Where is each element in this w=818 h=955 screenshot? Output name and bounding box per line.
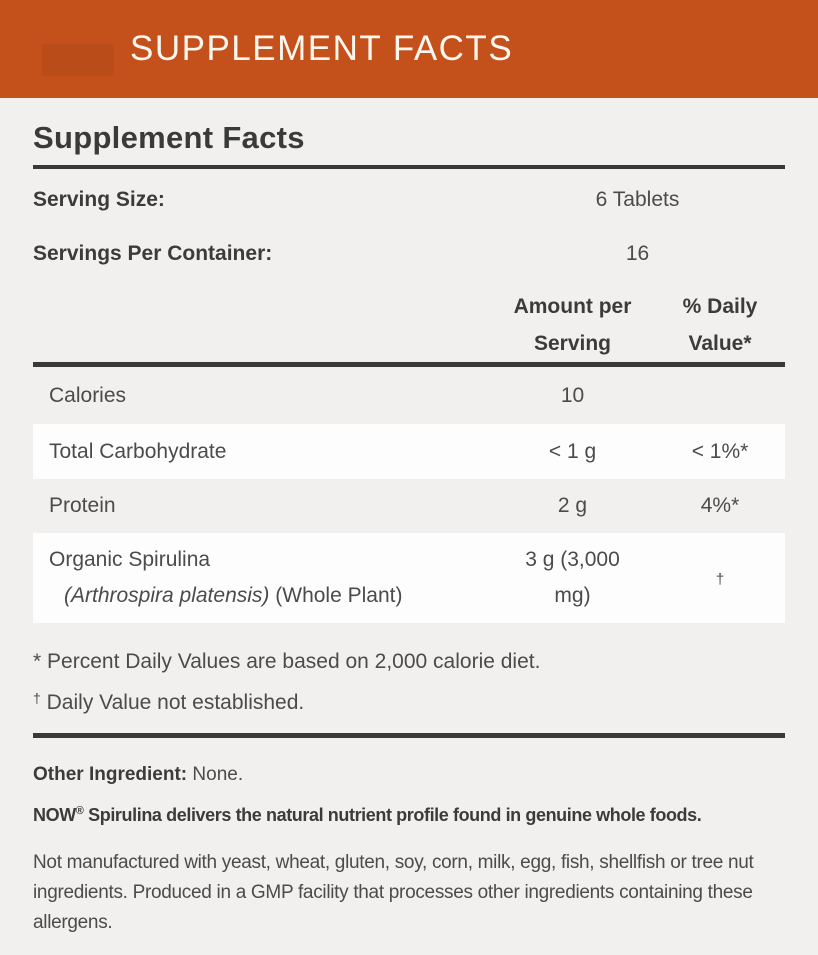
nutrient-name: Protein xyxy=(49,494,116,517)
table-row-calories xyxy=(33,367,785,424)
allergen-statement: Not manufactured with yeast, wheat, gluten, soy, corn, milk, egg, fish, shellfish or tree nut ingredients. Produced in a GMP facility that processes other ingredients containing these allergens. xyxy=(33,852,754,933)
column-header-spacer xyxy=(33,288,490,362)
serving-size-label: Serving Size: xyxy=(33,188,165,211)
footnote-text: Percent Daily Values are based on 2,000 calorie diet. xyxy=(47,650,541,673)
table-row-organic-spirulina xyxy=(33,533,785,623)
registered-trademark-symbol: ® xyxy=(75,805,84,817)
column-header-daily-value: % Daily Value* xyxy=(682,295,758,355)
footnote-dagger-symbol: † xyxy=(33,690,41,706)
nutrient-name-sub xyxy=(49,578,490,614)
heading-divider xyxy=(33,165,785,169)
servings-per-container-label: Servings Per Container: xyxy=(33,242,273,265)
supplement-facts-panel xyxy=(0,98,818,955)
footnote-daily-value-not-established xyxy=(33,684,785,717)
nutrient-amount xyxy=(490,542,655,614)
nutrient-daily-value xyxy=(655,566,785,590)
section-divider xyxy=(33,733,785,738)
brand-name: NOW xyxy=(33,805,76,825)
table-row-total-carbohydrate xyxy=(33,424,785,479)
brand-sentence: Spirulina delivers the natural nutrient profile found in genuine whole foods. xyxy=(88,805,702,825)
nutrient-name: Total Carbohydrate xyxy=(49,439,227,463)
nutrient-amount xyxy=(490,434,655,470)
banner-logo-placeholder xyxy=(42,44,114,76)
nutrient-amount-value: < 1 g xyxy=(548,439,597,463)
nutrient-name-sub-rest: (Whole Plant) xyxy=(275,584,403,607)
nutrient-daily-value: < 1%* xyxy=(691,439,749,463)
serving-size-row xyxy=(33,186,785,214)
other-ingredient-line xyxy=(33,762,785,788)
nutrient-amount xyxy=(490,378,655,414)
servings-per-container-value: 16 xyxy=(625,242,650,265)
nutrient-name: Calories xyxy=(49,383,127,407)
other-ingredient-value: None. xyxy=(192,764,244,785)
nutrient-table xyxy=(33,367,785,623)
other-ingredient-label: Other Ingredient: xyxy=(33,764,188,785)
nutrient-amount xyxy=(490,488,655,524)
column-header-amount-per-serving: Amount per Serving xyxy=(513,295,632,355)
table-row-protein xyxy=(33,479,785,533)
footnote-percent-daily-value xyxy=(33,647,785,676)
nutrient-name-main: Organic Spirulina xyxy=(49,548,211,571)
footnote-symbol: * xyxy=(33,650,42,673)
brand-description-line xyxy=(33,798,785,828)
dagger-symbol: † xyxy=(715,571,725,588)
serving-size-value: 6 Tablets xyxy=(595,188,680,211)
nutrient-latin-name: (Arthrospira platensis) xyxy=(64,584,270,607)
table-column-headers xyxy=(33,288,785,362)
panel-heading: Supplement Facts xyxy=(33,120,305,155)
nutrient-daily-value: 4%* xyxy=(700,494,740,517)
nutrient-name xyxy=(33,542,490,614)
nutrient-amount-value: 3 g (3,000 mg) xyxy=(525,548,620,607)
nutrient-amount-value: 2 g xyxy=(557,494,588,517)
nutrient-amount-value: 10 xyxy=(560,383,585,407)
supplement-facts-banner xyxy=(0,0,818,98)
footnotes xyxy=(33,647,785,717)
servings-per-container-row xyxy=(33,240,785,268)
footnote-text: Daily Value not established. xyxy=(46,691,305,714)
banner-title: SUPPLEMENT FACTS xyxy=(130,29,514,68)
